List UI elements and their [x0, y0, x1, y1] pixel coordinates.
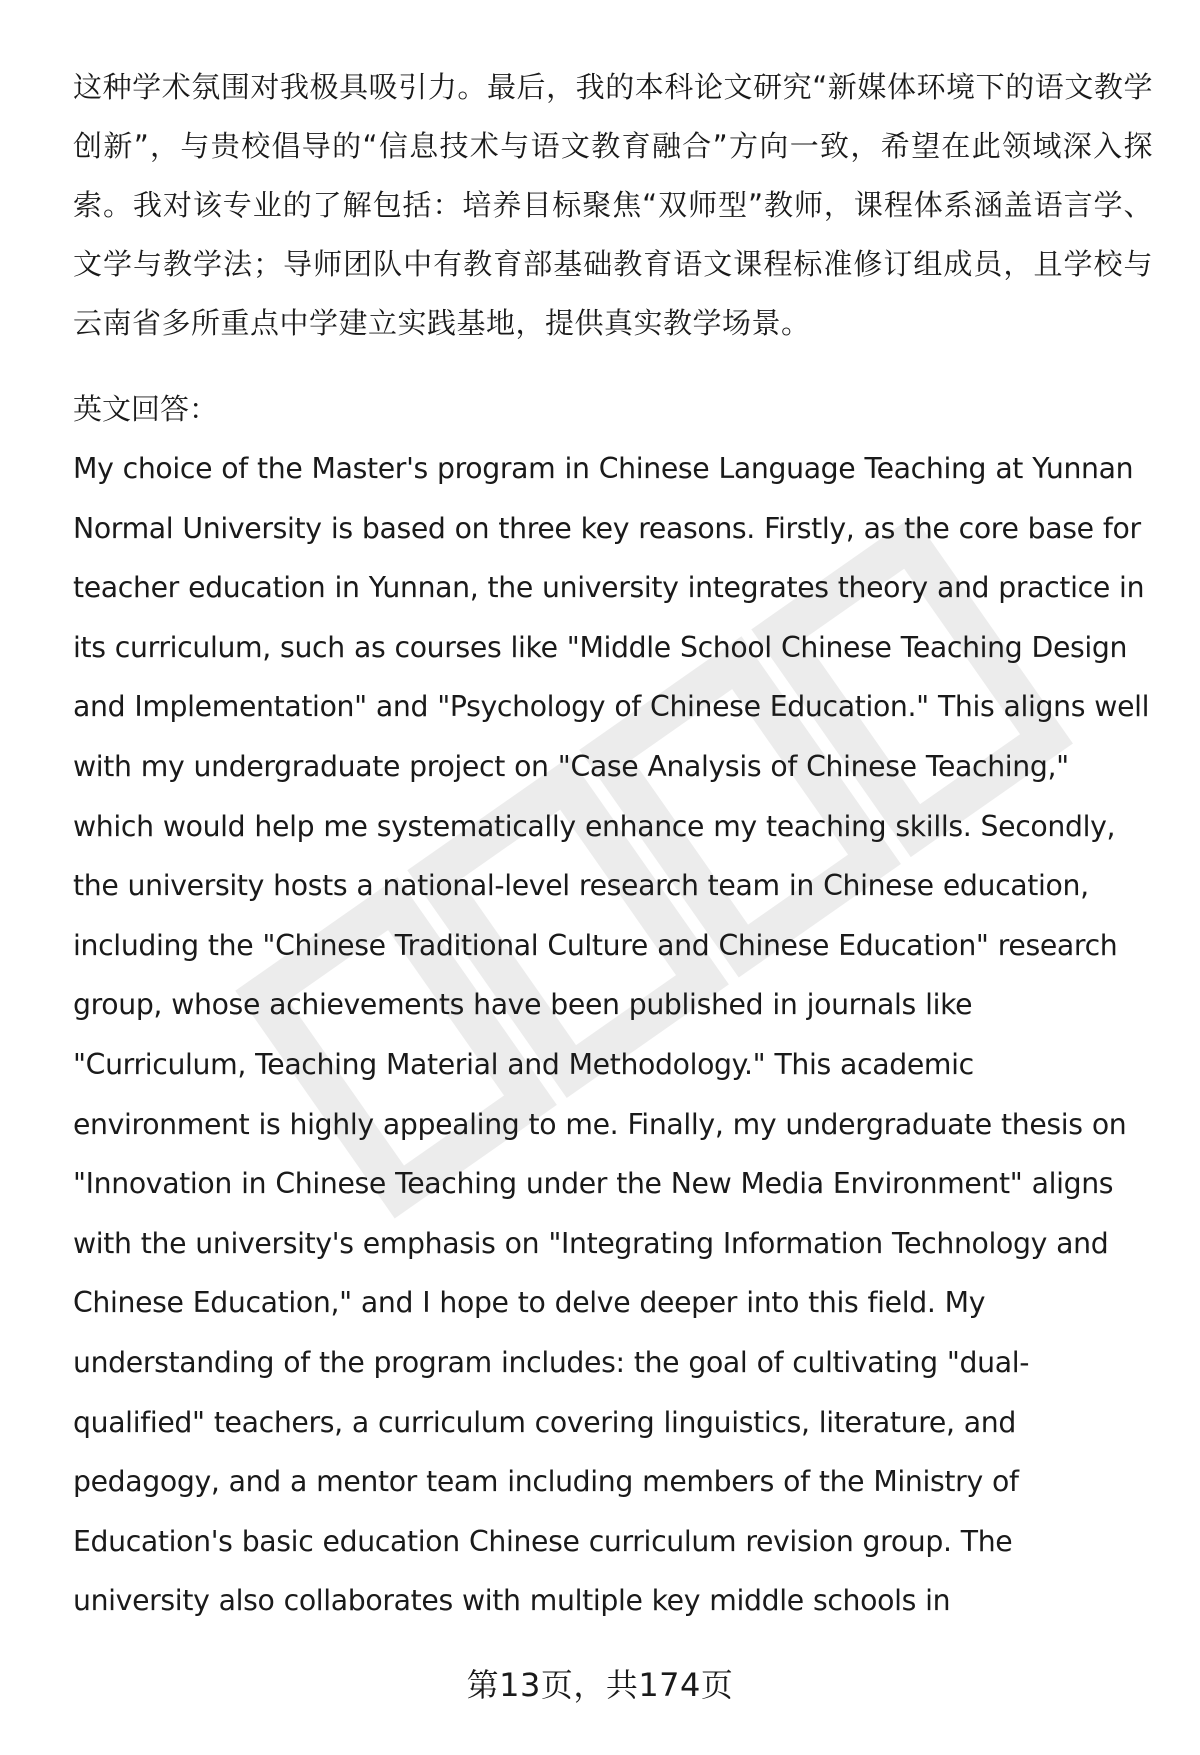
english-answer-paragraph: My choice of the Master's program in Chinese Language Teaching at Yunnan Normal University is based on three key reasons. Firstly, as the core base for teacher education in Yunnan, the university integrates theory and practice in its curriculum, such as courses like "Middle School Chinese Teaching Design and Implementation" and "Psychology of Chinese Education." This aligns well with my undergraduate project on "Case Analysis of Chinese Teaching," which would help me systematically enhance my teaching skills. Secondly, the university hosts a national-level research team in Chinese education, including the "Chinese Traditional Culture and Chinese Education" research group, whose achievements have been published in journals like "Curriculum, Teaching Material and Methodology." This academic environment is highly appealing to me. Finally, my undergraduate thesis on "Innovation in Chinese Teaching under the New Media Environment" aligns with the university's emphasis on "Integrating Information Technology and Chinese Education," and I hope to delve deeper into this field. My understanding of the program includes: the goal of cultivating "dual-qualified" teachers, a curriculum covering linguistics, literature, and pedagogy, and a mentor team including members of the Ministry of Education's basic education Chinese curriculum revision group. The university also collaborates with multiple key middle schools in: [73, 452, 1150, 1618]
english-answer-label: 英文回答：: [73, 392, 219, 426]
chinese-paragraph: 这种学术氛围对我极具吸引力。最后，我的本科论文研究“新媒体环境下的语文教学创新”，与贵校倡导的“信息技术与语文教育融合”方向一致，希望在此领域深入探索。我对该专业的了解包括：培养目标聚焦“双师型”教师，课程体系涵盖语言学、文学与教学法；导师团队中有教育部基础教育语文课程标准修订组成员，且学校与云南省多所重点中学建立实践基地，提供真实教学场景。: [73, 70, 1153, 340]
document-body: [73, 58, 1153, 1631]
page-number: 第13页，共174页: [466, 1666, 734, 1704]
